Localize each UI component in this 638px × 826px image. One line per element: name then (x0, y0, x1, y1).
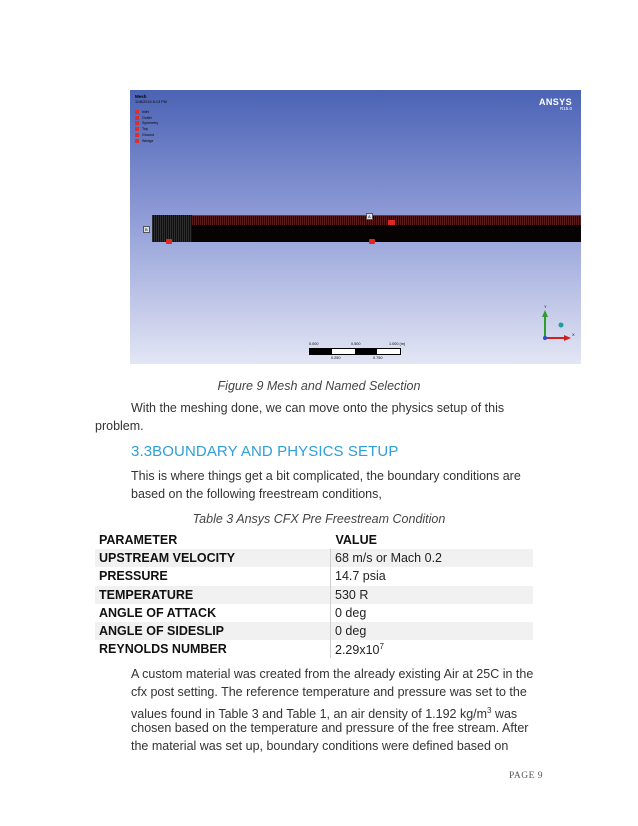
label-a: A (368, 214, 371, 219)
scale-bar (309, 348, 401, 355)
header-parameter: PARAMETER (95, 531, 331, 549)
scale-label: 0.750 (373, 356, 383, 360)
value-cell: 14.7 psia (331, 567, 534, 585)
x-arrowhead (564, 335, 571, 341)
scale-label: 0.250 (331, 356, 341, 360)
body-line: cfx post setting. The reference temperature and pressure was set to the (131, 685, 527, 699)
y-axis-label: Y (544, 304, 547, 309)
z-axis-origin (543, 336, 547, 340)
value-cell: 530 R (331, 586, 534, 604)
value-cell (331, 640, 534, 658)
param-cell: ANGLE OF SIDESLIP (95, 622, 331, 640)
legend-swatch (135, 139, 139, 143)
table-row (95, 640, 533, 658)
body-text: values found in Table 3 and Table 1, an air density of 1.192 kg/m (131, 707, 488, 722)
intro-line: problem. (95, 419, 144, 433)
reynolds-value: 2.29x10 (335, 642, 380, 657)
section-line: This is where things get a bit complicated, the boundary conditions are (131, 469, 521, 483)
param-cell: REYNOLDS NUMBER (95, 640, 331, 658)
legend-label: Ground (142, 133, 154, 138)
page-number: PAGE 9 (508, 771, 543, 781)
scale-label: 1.000 (m) (389, 342, 406, 346)
mesh-lower-region (152, 225, 581, 242)
header-value: VALUE (331, 531, 534, 549)
legend-label: Outlet (142, 115, 152, 120)
param-cell: UPSTREAM VELOCITY (95, 549, 331, 567)
reynolds-exponent: 7 (379, 641, 384, 651)
mesh-figure (130, 90, 581, 364)
y-arrowhead (542, 310, 548, 317)
param-cell: PRESSURE (95, 567, 331, 585)
scale-label: 0.000 (309, 342, 319, 346)
legend-swatch (135, 121, 139, 125)
x-axis-label: X (572, 332, 575, 337)
selection-marker (369, 239, 375, 244)
legend-swatch (135, 110, 139, 114)
selection-marker (166, 239, 172, 244)
table-row (95, 586, 533, 604)
selection-marker (388, 220, 395, 225)
freestream-table (95, 531, 533, 658)
legend-label: Symmetry (142, 121, 159, 126)
legend-label: Top (142, 127, 148, 132)
table-row (95, 604, 533, 622)
value-cell: 68 m/s or Mach 0.2 (331, 549, 534, 567)
scale-segment (355, 349, 377, 354)
param-cell: TEMPERATURE (95, 586, 331, 604)
body-text: was (491, 707, 518, 722)
named-selection-legend (135, 109, 158, 144)
table-row (95, 622, 533, 640)
body-line: chosen based on the temperature and pressure of the free stream. After (131, 721, 529, 735)
scale-segment (310, 349, 332, 354)
mesh-refined-inlet (152, 215, 192, 242)
legend-label: Wedge (142, 138, 154, 143)
table-caption: Table 3 Ansys CFX Pre Freestream Condition (192, 512, 446, 526)
table-header-row (95, 531, 533, 549)
legend-swatch (135, 127, 139, 131)
section-line: based on the following freestream conditions, (131, 487, 382, 501)
label-b: B (145, 227, 148, 232)
scale-label: 0.500 (351, 342, 361, 346)
value-cell: 0 deg (331, 604, 534, 622)
viewer-date: 11/8/2015 8:13 PM (135, 100, 167, 104)
figure-caption: Figure 9 Mesh and Named Selection (217, 379, 421, 393)
legend-item (135, 138, 158, 144)
ansys-brand: ANSYS (538, 97, 572, 107)
body-line: the material was set up, boundary conditions were defined based on (131, 739, 509, 753)
viewer-title: Mesh (135, 94, 147, 99)
legend-label: Inlet (142, 109, 149, 114)
body-line: A custom material was created from the already existing Air at 25C in the (131, 667, 534, 681)
axis-triad (535, 300, 575, 350)
value-cell: 0 deg (331, 622, 534, 640)
table-row (95, 567, 533, 585)
z-axis-ball (559, 323, 564, 328)
table-row (95, 549, 533, 567)
ansys-version: R15.0 (559, 106, 572, 111)
legend-swatch (135, 116, 139, 120)
section-heading: 3.3BOUNDARY AND PHYSICS SETUP (131, 443, 399, 460)
legend-swatch (135, 133, 139, 137)
intro-line: With the meshing done, we can move onto the physics setup of this (131, 401, 505, 415)
ansys-logo (539, 97, 572, 111)
param-cell: ANGLE OF ATTACK (95, 604, 331, 622)
density-exponent: 3 (487, 706, 492, 715)
